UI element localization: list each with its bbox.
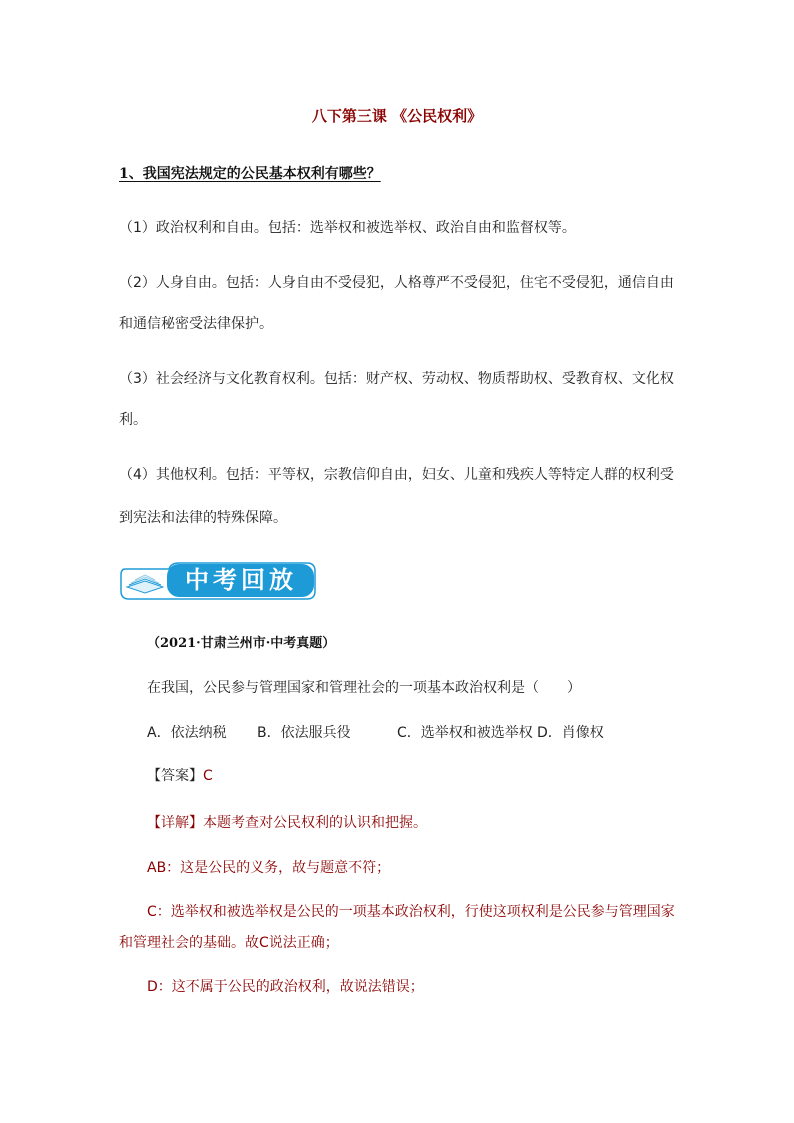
- option-d: D．肖像权: [537, 725, 604, 741]
- detail-text: 本题考查对公民权利的认识和把握。: [203, 815, 427, 831]
- option-b: B．依法服兵役: [257, 725, 351, 741]
- option-a: A．依法纳税: [147, 725, 227, 741]
- explanation-c-line-2: 和管理社会的基础。故C说法正确；: [119, 935, 339, 951]
- answer: [147, 765, 213, 785]
- detail: [147, 812, 427, 832]
- question-heading: 1、我国宪法规定的公民基本权利有哪些？: [119, 166, 381, 182]
- banner-title: 中考回放: [185, 566, 297, 594]
- rights-item-2-line-1: （2）人身自由。包括：人身自由不受侵犯，人格尊严不受侵犯，住宅不受侵犯，通信自由: [119, 275, 674, 291]
- rights-item-4-line-1: （4）其他权利。包括：平等权，宗教信仰自由，妇女、儿童和残疾人等特定人群的权利受: [119, 467, 674, 483]
- rights-item-3-line-1: （3）社会经济与文化教育权利。包括：财产权、劳动权、物质帮助权、受教育权、文化权: [119, 371, 674, 387]
- rights-item-4-line-2: 到宪法和法律的特殊保障。: [119, 510, 287, 526]
- rights-item-1-line-1: （1）政治权利和自由。包括：选举权和被选举权、政治自由和监督权等。: [119, 220, 576, 236]
- detail-label: 【详解】: [147, 815, 203, 831]
- explanation-d: D：这不属于公民的政治权利，故说法错误；: [147, 979, 424, 995]
- rights-item-2-line-2: 和通信秘密受法律保护。: [119, 316, 273, 332]
- exam-source: （2021·甘肃兰州市·中考真题）: [147, 636, 336, 651]
- exam-review-banner: [119, 561, 317, 601]
- answer-value: C: [203, 768, 213, 784]
- lesson-title: 八下第三课 《公民权利》: [311, 107, 483, 125]
- explanation-ab: AB：这是公民的义务，故与题意不符；: [147, 860, 391, 876]
- book-icon: [127, 575, 163, 593]
- option-c: C．选举权和被选举权: [397, 725, 533, 741]
- answer-label: 【答案】: [147, 768, 203, 784]
- rights-item-3-line-2: 利。: [119, 412, 147, 428]
- explanation-c-line-1: C：选举权和被选举权是公民的一项基本政治权利，行使这项权利是公民参与管理国家: [147, 904, 675, 920]
- question-stem: 在我国，公民参与管理国家和管理社会的一项基本政治权利是（ ）: [147, 680, 581, 696]
